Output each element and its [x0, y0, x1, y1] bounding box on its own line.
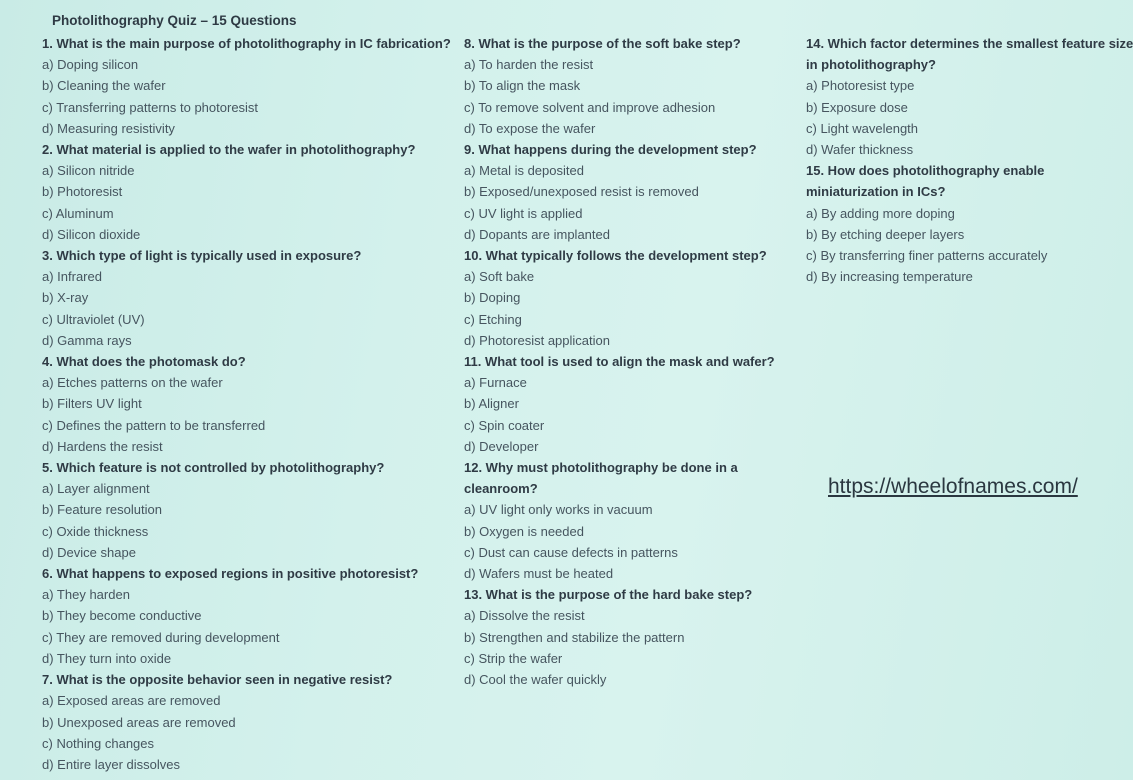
answer-option: b) Exposure dose: [806, 99, 908, 115]
question-block: [42, 669, 462, 775]
answer-option: c) Light wavelength: [806, 120, 919, 136]
answer-option: c) Spin coater: [464, 417, 545, 433]
answer-option: a) Exposed areas are removed: [42, 693, 221, 709]
question-text: 2. What material is applied to the wafer in photolithography?: [42, 142, 416, 158]
question-block: [464, 351, 794, 457]
answer-option: d) By increasing temperature: [806, 269, 973, 285]
answer-option: a) Soft bake: [464, 269, 535, 285]
question-text: 8. What is the purpose of the soft bake step?: [464, 36, 741, 51]
question-block: [464, 584, 794, 690]
answer-option: a) Infrared: [42, 269, 102, 285]
answer-option: b) X-ray: [42, 290, 89, 306]
answer-option: b) Unexposed areas are removed: [42, 714, 236, 730]
question-text: 3. Which type of light is typically used in exposure?: [42, 248, 362, 264]
answer-option: b) By etching deeper layers: [806, 226, 965, 242]
answer-option: a) Photoresist type: [806, 78, 915, 94]
question-block: [42, 245, 462, 351]
question-text: 5. Which feature is not controlled by photolithography?: [42, 460, 385, 476]
answer-option: b) Filters UV light: [42, 396, 142, 412]
answer-option: d) To expose the wafer: [464, 120, 596, 136]
answer-option: c) Defines the pattern to be transferred: [42, 417, 266, 433]
answer-option: d) Photoresist application: [464, 332, 610, 348]
answer-option: d) Measuring resistivity: [42, 120, 175, 136]
answer-option: b) They become conductive: [42, 608, 202, 624]
question-block: [464, 245, 794, 351]
question-block: [42, 139, 462, 245]
answer-option: d) Wafer thickness: [806, 142, 914, 158]
answer-option: c) Aluminum: [42, 205, 114, 221]
question-column-2: [464, 33, 794, 690]
answer-option: d) They turn into oxide: [42, 650, 172, 666]
question-block: [464, 139, 794, 245]
answer-option: b) Strengthen and stabilize the pattern: [464, 629, 685, 645]
question-text: 6. What happens to exposed regions in positive photoresist?: [42, 566, 419, 582]
question-text: 9. What happens during the development step?: [464, 142, 757, 158]
answer-option: c) Dust can cause defects in patterns: [464, 544, 678, 560]
answer-option: b) Photoresist: [42, 184, 123, 200]
answer-option: d) Wafers must be heated: [464, 566, 614, 582]
question-block: [42, 351, 462, 457]
answer-option: b) Doping: [464, 290, 521, 306]
answer-option: a) UV light only works in vacuum: [464, 502, 653, 518]
answer-option: c) To remove solvent and improve adhesion: [464, 99, 716, 115]
question-text: 13. What is the purpose of the hard bake step?: [464, 587, 753, 603]
question-text: in photolithography?: [806, 57, 936, 73]
answer-option: a) Doping silicon: [42, 57, 139, 73]
answer-option: d) Dopants are implanted: [464, 226, 610, 242]
answer-option: c) Nothing changes: [42, 735, 155, 751]
question-text: miniaturization in ICs?: [806, 184, 946, 200]
question-block: [806, 160, 1131, 287]
question-block: [42, 563, 462, 669]
answer-option: a) Silicon nitride: [42, 163, 135, 179]
answer-option: d) Hardens the resist: [42, 438, 163, 454]
question-column-3: [806, 33, 1131, 287]
answer-option: b) To align the mask: [464, 78, 581, 94]
question-text: 14. Which factor determines the smallest feature size: [806, 36, 1133, 51]
answer-option: c) By transferring finer patterns accurately: [806, 248, 1048, 264]
question-text: 11. What tool is used to align the mask and wafer?: [464, 354, 775, 370]
wheelofnames-link[interactable]: https://wheelofnames.com/: [828, 475, 1078, 498]
answer-option: d) Entire layer dissolves: [42, 756, 180, 772]
question-block: [464, 33, 794, 139]
answer-option: b) Cleaning the wafer: [42, 78, 166, 94]
answer-option: d) Developer: [464, 438, 539, 454]
answer-option: a) By adding more doping: [806, 205, 955, 221]
quiz-title: Photolithography Quiz – 15 Questions: [52, 13, 297, 28]
answer-option: a) To harden the resist: [464, 57, 594, 73]
question-text: 1. What is the main purpose of photolithography in IC fabrication?: [42, 36, 451, 51]
answer-option: b) Oxygen is needed: [464, 523, 584, 539]
answer-option: b) Aligner: [464, 396, 519, 412]
question-text: 7. What is the opposite behavior seen in negative resist?: [42, 672, 393, 688]
question-text: 10. What typically follows the development step?: [464, 248, 767, 264]
answer-option: d) Cool the wafer quickly: [464, 672, 607, 688]
question-text: 12. Why must photolithography be done in a: [464, 460, 738, 476]
question-block: [42, 457, 462, 563]
answer-option: d) Device shape: [42, 544, 136, 560]
answer-option: a) They harden: [42, 587, 130, 603]
question-text: 4. What does the photomask do?: [42, 354, 246, 370]
question-block: [42, 33, 462, 139]
answer-option: a) Furnace: [464, 375, 527, 391]
answer-option: c) UV light is applied: [464, 205, 583, 221]
question-block: [464, 457, 794, 584]
answer-option: a) Layer alignment: [42, 481, 150, 497]
answer-option: c) Transferring patterns to photoresist: [42, 99, 259, 115]
answer-option: c) Oxide thickness: [42, 523, 149, 539]
question-column-1: [42, 33, 462, 775]
answer-option: d) Silicon dioxide: [42, 226, 141, 242]
answer-option: a) Dissolve the resist: [464, 608, 585, 624]
answer-option: b) Exposed/unexposed resist is removed: [464, 184, 699, 200]
answer-option: b) Feature resolution: [42, 502, 162, 518]
answer-option: c) Etching: [464, 311, 522, 327]
answer-option: c) They are removed during development: [42, 629, 280, 645]
answer-option: d) Gamma rays: [42, 332, 132, 348]
answer-option: a) Etches patterns on the wafer: [42, 375, 223, 391]
answer-option: c) Ultraviolet (UV): [42, 311, 145, 327]
answer-option: c) Strip the wafer: [464, 650, 563, 666]
question-block: [806, 33, 1131, 160]
question-text: cleanroom?: [464, 481, 538, 497]
question-text: 15. How does photolithography enable: [806, 163, 1045, 179]
answer-option: a) Metal is deposited: [464, 163, 584, 179]
